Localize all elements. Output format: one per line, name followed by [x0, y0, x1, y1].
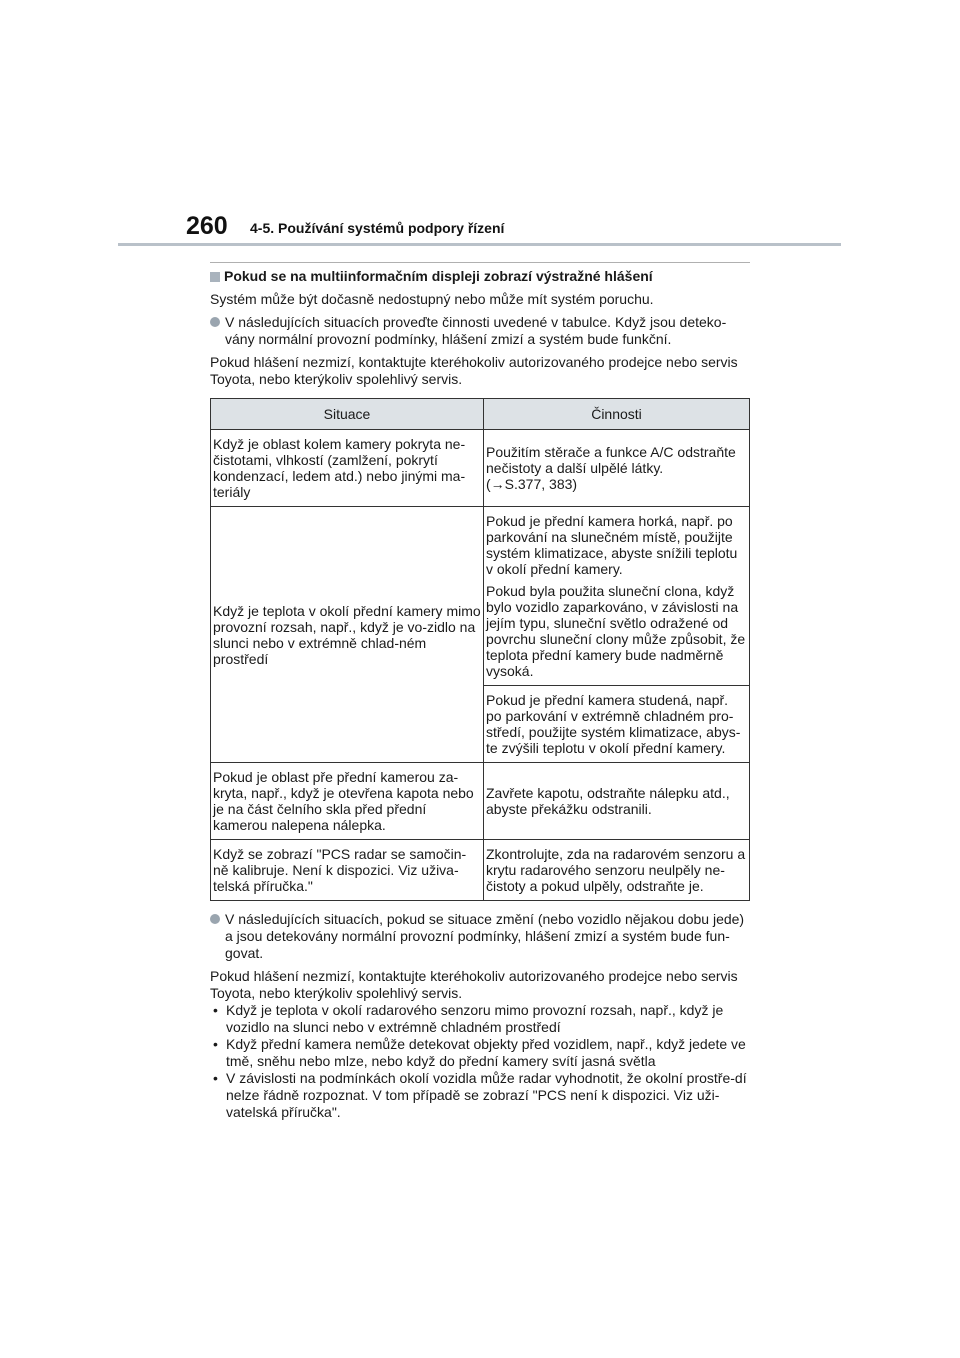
table-row: [211, 430, 750, 507]
circle-bullet-icon: [210, 317, 220, 327]
page-reference: (→S.377, 383): [486, 476, 578, 492]
list-item: • Když je teplota v okolí radarového senzoru mimo provozní rozsah, např., když je vozidlo na slunci nebo v extrémně chladném prostředí: [210, 1002, 750, 1036]
list-item: • V závislosti na podmínkách okolí vozidla může radar vyhodnotit, že okolní prostře-dí nelze řádně rozpoznat. V tom případě se zobrazí "PCS není k dispozici. Viz uži-vatelská příručka".: [210, 1070, 750, 1121]
list-item: • Když přední kamera nemůže detekovat objekty před vozidlem, např., když jedete ve tmě, sněhu nebo mlze, nebo když do přední kamery svítí jasná světla: [210, 1036, 750, 1070]
table-row: [211, 840, 750, 901]
action-cell: Pokud je přední kamera studená, např. po parkování v extrémně chladném pro-středí, použijte systém klimatizace, abys-te zvýšili teplotu v okolí přední kamery.: [484, 686, 750, 763]
situation-cell: Když se zobrazí "PCS radar se samočin-ně kalibruje. Není k dispozici. Viz uživa-telská příručka.": [211, 840, 484, 901]
action-text: Pokud je přední kamera horká, např. po parkování na slunečném místě, použijte systém klimatizace, abyste snížili teplotu v okolí přední kamery.: [486, 513, 738, 577]
table-header-row: [211, 399, 750, 430]
action-cell: [484, 430, 750, 507]
action-cell: Zkontrolujte, zda na radarovém senzoru a krytu radarového senzoru neulpěly ne-čistoty a pokud ulpěly, odstraňte je.: [484, 840, 750, 901]
table-row: [211, 763, 750, 840]
action-text: Pokud byla použita sluneční clona, když bylo vozidlo zaparkováno, v závislosti na jejím typu, sluneční světlo odražené od povrchu sluneční clony může způsobit, že teplota přední kamery bude nadměrně vysoká.: [486, 583, 746, 679]
situation-cell: Když je oblast kolem kamery pokryta ne-čistotami, vlhkostí (zamlžení, pokrytí kondenzací, ledem atd.) nebo jinými ma-teriály: [211, 430, 484, 507]
heading-rule: [210, 262, 750, 263]
condition-list: [210, 1002, 750, 1121]
header-rule: [118, 243, 841, 246]
situation-table: [210, 398, 750, 901]
bullet-item: [210, 911, 750, 962]
section-heading-text: Pokud se na multiinformačním displeji zobrazí výstražné hlášení: [224, 268, 653, 284]
bullet-item: [210, 314, 750, 348]
action-text: Použitím stěrače a funkce A/C odstraňte nečistoty a další ulpělé látky.: [486, 444, 736, 476]
section-title: 4-5. Používání systémů podpory řízení: [250, 220, 505, 236]
situation-cell: Pokud je oblast pře přední kamerou za-kryta, např., když je otevřena kapota nebo je na část čelního skla před přední kamerou nalepena nálepka.: [211, 763, 484, 840]
page-number: 260: [186, 212, 228, 240]
square-bullet-icon: [210, 272, 220, 282]
contact-text: Pokud hlášení nezmizí, kontaktujte kteréhokoliv autorizovaného prodejce nebo servis Toyota, nebo kterýkoliv spolehlivý servis.: [210, 968, 738, 1001]
situation-cell: Když je teplota v okolí přední kamery mimo provozní rozsah, např., když je vo-zidlo na slunci nebo v extrémně chlad-ném prostředí: [211, 507, 484, 763]
intro-text: Systém může být dočasně nedostupný nebo může mít systém poruchu.: [210, 291, 654, 307]
section-heading: [210, 268, 750, 285]
circle-bullet-icon: [210, 914, 220, 924]
header-actions: Činnosti: [484, 399, 750, 430]
bullet-text: V následujících situacích, pokud se situace změní (nebo vozidlo nějakou dobu jede) a jsou detekovány normální provozní podmínky, hlášení zmizí a systém bude fun-govat.: [225, 911, 745, 961]
contact-text: Pokud hlášení nezmizí, kontaktujte kteréhokoliv autorizovaného prodejce nebo servis Toyota, nebo kterýkoliv spolehlivý servis.: [210, 354, 738, 387]
page-content: [210, 262, 750, 1121]
action-cell: [484, 507, 750, 686]
header-situation: Situace: [211, 399, 484, 430]
bullet-text: V následujících situacích proveďte činnosti uvedené v tabulce. Když jsou deteko-vány normální provozní podmínky, hlášení zmizí a systém bude funkční.: [225, 314, 727, 347]
action-cell: Zavřete kapotu, odstraňte nálepku atd., abyste překážku odstranili.: [484, 763, 750, 840]
table-row: [211, 507, 750, 686]
